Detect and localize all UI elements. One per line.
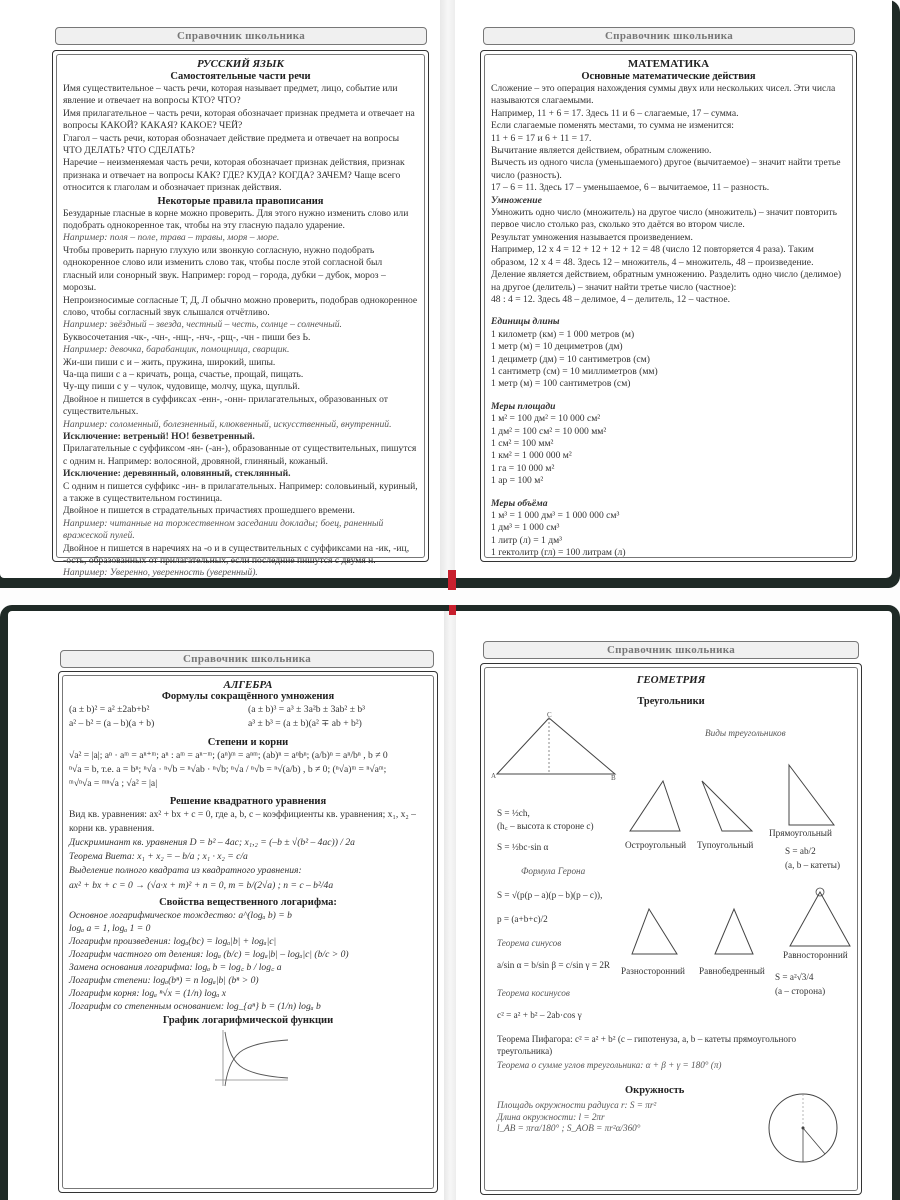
text-line: ax² + bx + c = 0 → (√a·x + m)² + n = 0, m = b/(2√a) ; n = c – b²/4a — [69, 879, 334, 891]
page-header: Справочник школьника — [483, 27, 855, 45]
text-line: 1 метр (м) = 100 сантиметров (см) — [491, 378, 631, 390]
triangles-title: Треугольники — [637, 696, 705, 707]
russian-frame — [52, 50, 429, 579]
svg-text:C: C — [547, 711, 552, 719]
text-line: 1 ар = 100 м² — [491, 475, 544, 487]
text-line: Например: поля – поле, трава – травы, моря – море. — [63, 232, 280, 244]
text-line: Теорема Виета: x₁ + x₂ = – b/a ; x₁ · x₂ = c/a — [69, 851, 248, 863]
volume-list — [491, 510, 846, 560]
log-title: Свойства вещественного логарифма: — [159, 896, 337, 908]
text-line: 1 м³ = 1 000 дм³ = 1 000 000 см³ — [491, 510, 620, 521]
text-line: Вычесть из одного числа (уменьшаемого) другое (вычитаемое) – значит найти третье число (разность). — [491, 157, 841, 181]
kind-equilateral: Равносторонний — [783, 950, 848, 960]
formula: a² – b² = (a – b)(a + b) — [69, 718, 155, 729]
text-line: С одним н пишется суффикс -ин- в прилагательных. Например: соловьиный, куриный, а также в существительном гостиница. — [63, 480, 418, 504]
text-line: Логарифм корня: logₐ ⁿ√x = (1/n) logₐ x — [69, 987, 226, 999]
formulas-list — [69, 703, 427, 731]
text-line: Буквосочетания -чк-, -чн-, -нщ-, -нч-, -рщ-, -чн - пиши без Ь. — [63, 331, 311, 343]
page-geometry — [456, 611, 892, 1200]
text-line: √a² = |a|; aⁿ · aᵐ = aⁿ⁺ᵐ; aⁿ : aᵐ = aⁿ⁻ᵐ; (aⁿ)ᵐ = aⁿᵐ; (ab)ⁿ = aⁿbⁿ; (a/b)ⁿ = aⁿ/bⁿ , b ≠ 0 — [69, 750, 388, 761]
russian-subtitle-parts: Самостоятельные части речи — [170, 71, 311, 82]
text-line: Деление является действием, обратным умножению. Разделить одно число (делимое) на другое (делитель) – значит найти третье число (частное): — [491, 269, 842, 293]
text-line: ⁿ√a = b, т.е. a = bⁿ; ⁿ√a · ⁿ√b = ⁿ√ab · ⁿ√b; ⁿ√a / ⁿ√b = ⁿ√(a/b) , b ≠ 0; (ⁿ√a)ᵐ = ⁿ√aᵐ; — [69, 764, 387, 776]
russian-subtitle-rules: Некоторые правила правописания — [157, 195, 324, 207]
page-header: Справочник школьника — [55, 27, 427, 45]
text-line: logₐ a = 1, logₐ 1 = 0 — [69, 922, 151, 934]
text-line: 17 – 6 = 11. Здесь 17 – уменьшаемое, 6 – вычитаемое, 11 – разность. — [491, 182, 770, 194]
text-line: Двойное н пишется в страдательных причастиях прошедшего времени. — [63, 505, 355, 517]
text-line: Площадь окружности радиуса r: S = πr² — [497, 1100, 657, 1110]
text-line: l_AB = πrα/180° ; S_AOB = πr²α/360° — [497, 1123, 641, 1134]
page-math — [455, 0, 892, 578]
pythagoras: Теорема Пифагора: c² = a² + b² (c – гипотенуза, a, b – катеты прямоугольного треугольника) — [497, 1034, 797, 1056]
formula: a³ ± b³ = (a ± b)(a² ∓ ab + b²) — [248, 718, 362, 729]
text-line: Дискриминант кв. уравнения D = b² – 4ac; x₁,₂ = (–b ± √(b² – 4ac)) / 2a — [69, 837, 355, 849]
math-content — [484, 54, 853, 558]
kinds-title: Виды треугольников — [705, 728, 786, 738]
math-title: МАТЕМАТИКА — [627, 58, 710, 70]
text-line: Вид кв. уравнения: ax² + bx + c = 0, где a, b, c – коэффициенты кв. уравнения; x₁, x₂ – корни кв. уравнения. — [69, 808, 416, 834]
text-line: 1 километр (км) = 1 000 метров (м) — [491, 328, 635, 340]
text-line: Например, 11 + 6 = 17. Здесь 11 и 6 – слагаемые, 17 – сумма. — [491, 107, 739, 119]
length-title: Единицы длины — [491, 316, 560, 328]
equi-note: (a – сторона) — [775, 986, 826, 996]
text-line: Умножить одно число (множитель) на другое число (множитель) – значит повторить первое число столько раз, сколько это даётся во втором числе. — [491, 207, 837, 231]
text-line: 1 литр (л) = 1 дм³ — [491, 534, 563, 546]
text-line: Чу-щу пиши с у – чулок, чудовище, молчу, щука, щупльй. — [63, 381, 300, 393]
text-line: Умножение — [491, 194, 542, 206]
formulas-title: Формулы сокращённого умножения — [161, 691, 335, 702]
formula-row — [69, 703, 427, 717]
text-line: Глагол – часть речи, которая обозначает действие предмета и отвечает на вопросы ЧТО ДЕЛАТЬ? ЧТО СДЕЛАТЬ? — [63, 132, 400, 157]
text-line: Наречие – неизменяемая часть речи, которая обозначает признак действия, признак признака и отвечает на вопросы КАК? ГДЕ? КУДА? КОГДА? ЗАЧЕМ? Чаще всего относится к глаголам и обозначает признак действия. — [63, 157, 405, 194]
page-header: Справочник школьника — [60, 650, 434, 668]
text-line: Прилагательные с суффиксом -ян- (-ан-), образованные от существительных, пишутся с одним н. Например: волосяной, дровяной, глиняный, кожаный. — [63, 443, 417, 467]
kind-right: Прямоугольный — [769, 828, 832, 838]
semi-perimeter: p = (a+b+c)/2 — [497, 914, 548, 924]
kind-scalene: Разносторонний — [621, 966, 685, 976]
area-note-1: (h꜀ – высота к стороне c) — [497, 821, 594, 831]
log-list — [69, 909, 427, 1013]
text-line: Исключение: ветреный! НО! безветренный. — [63, 430, 255, 442]
scalene-triangle-icon — [627, 904, 682, 959]
isosceles-triangle-icon — [707, 904, 762, 959]
svg-text:B: B — [611, 774, 616, 782]
cosines-title: Теорема косинусов — [497, 988, 570, 998]
text-line: 1 м² = 100 дм² = 10 000 см² — [491, 413, 601, 425]
geometry-frame — [480, 663, 862, 1195]
heron-formula: S = √(p(p – a)(p – b)(p – c)), — [497, 890, 603, 900]
text-line: 1 гектолитр (гл) = 100 литрам (л) — [491, 547, 626, 559]
math-frame — [480, 50, 857, 562]
equi-area: S = a²√3/4 — [775, 972, 814, 982]
quad-title: Решение квадратного уравнения — [169, 795, 327, 807]
triangle-figure — [491, 712, 621, 782]
text-line: 48 : 4 = 12. Здесь 48 – делимое, 4 – делитель, 12 – частное. — [491, 293, 731, 305]
math-subtitle: Основные математические действия — [581, 71, 756, 82]
bookmark-ribbon — [449, 605, 456, 615]
kind-isosceles: Равнобедренный — [699, 966, 765, 976]
russian-parts-list — [63, 83, 418, 195]
text-line: Логарифм со степенным основанием: log_{aⁿ} b = (1/n) logₐ b — [69, 1000, 321, 1012]
text-line: 1 см² = 100 мм² — [491, 437, 554, 449]
russian-content — [56, 54, 425, 579]
cosines-formula: c² = a² + b² – 2ab·cos γ — [497, 1010, 582, 1020]
area-title: Меры площади — [491, 400, 556, 412]
quad-list — [69, 808, 427, 893]
graph-title: График логарифмической функции — [162, 1014, 334, 1026]
area-list — [491, 413, 846, 487]
text-line: Например: читанные на торжественном заседании доклады; боец, раненный вражеской пулей. — [63, 517, 384, 542]
text-line: 1 дециметр (дм) = 10 сантиметров (см) — [491, 353, 650, 365]
area-formula-1: S = ½ch, — [497, 808, 530, 818]
text-line: Жи-ши пиши с и – жить, пружина, широкий, шипы. — [63, 356, 276, 368]
text-line: 11 + 6 = 17 и 6 + 11 = 17. — [491, 132, 592, 144]
text-line: 1 метр (м) = 10 дециметров (дм) — [491, 341, 623, 353]
russian-rules-list — [63, 208, 418, 580]
algebra-title: АЛГЕБРА — [223, 679, 273, 691]
text-line: Чтобы проверить парную глухую или звонкую согласную, нужно подобрать однокоренное слово или изменить слово так, чтобы после этой согласной был гласный или сонорный звук. Например: город – города, дубки – дубок, мороз – морозы. — [63, 244, 386, 294]
area-formula-2: S = ½bc·sin α — [497, 842, 549, 852]
right-triangle-icon — [779, 760, 839, 830]
text-line: 1 сантиметр (см) = 10 миллиметров (мм) — [491, 365, 658, 377]
page-algebra — [8, 611, 448, 1200]
text-line: Например: звёздный – звезда, честный – честь, солнце – солнечный. — [63, 319, 342, 331]
formula: (a ± b)³ = a³ ± 3a²b ± 3ab² ± b³ — [248, 704, 366, 715]
text-line: Например: Уверенно, уверенность (уверенный). — [63, 567, 258, 579]
text-line: ᵐ√ⁿ√a = ᵐⁿ√a ; √a² = |a| — [69, 778, 158, 790]
text-line: Непроизносимые согласные Т, Д, Л обычно можно проверить, подобрав однокоренное слово, чтобы согласный звук слышался отчётливо. — [63, 294, 418, 318]
text-line: Логарифм частного от деления: logₐ (b/c) = logₐ|b| – logₐ|c| (b/c > 0) — [69, 948, 349, 960]
text-line: 1 дм² = 100 см² = 10 000 мм² — [491, 425, 607, 437]
text-line: Длина окружности: l = 2πr — [497, 1111, 605, 1122]
text-line: Например: соломенный, болезненный, клюквенный, искусственный, внутренний. — [63, 418, 392, 430]
sines-title: Теорема синусов — [497, 938, 562, 948]
math-lines — [491, 83, 846, 306]
algebra-frame — [58, 671, 438, 1193]
text-line: Выделение полного квадрата из квадратного уравнения: — [69, 865, 302, 877]
text-line: Сложение – это операция нахождения суммы двух или нескольких чисел. Эти числа называются слагаемыми. — [491, 83, 836, 107]
volume-title: Меры объёма — [491, 497, 548, 509]
obtuse-triangle-icon — [697, 776, 757, 836]
heron-title: Формула Герона — [521, 866, 586, 876]
text-line: Ча-ща пиши с а – кричать, роща, счастье, прощай, пищать. — [63, 368, 304, 380]
text-line: Если слагаемые поменять местами, то сумма не изменится: — [491, 120, 734, 132]
text-line: 1 га = 10 000 м² — [491, 462, 555, 474]
page-header: Справочник школьника — [483, 641, 859, 659]
right-note: (a, b – катеты) — [785, 860, 841, 870]
top-book-spread — [0, 0, 900, 595]
bookmark-ribbon — [448, 570, 456, 590]
text-line: Имя существительное – часть речи, которая называет предмет, лицо, событие или явление и отвечает на вопросы КТО? ЧТО? — [63, 83, 398, 107]
page-russian — [0, 0, 445, 578]
text-line: 1 км² = 1 000 000 м² — [491, 450, 572, 462]
text-line: Безударные гласные в корне можно проверить. Для этого нужно изменить слово или подобрать однокоренное так, чтобы на эту гласную падало ударение. — [63, 207, 409, 232]
svg-text:A: A — [491, 772, 497, 780]
circle-title: Окружность — [625, 1085, 685, 1096]
text-line: Имя прилагательное – часть речи, которая обозначает признак предмета и отвечает на вопросы КАКОЙ? КАКАЯ? КАКОЕ? ЧЕЙ? — [63, 107, 415, 132]
text-line: Результат умножения называется произведением. — [491, 231, 693, 243]
bottom-book-spread — [0, 605, 900, 1200]
formula: (a ± b)² = a² ±2ab+b² — [69, 704, 150, 715]
circle-figure — [763, 1088, 843, 1168]
formula-row — [69, 717, 427, 731]
circle-formulas — [497, 1100, 757, 1135]
acute-triangle-icon — [625, 776, 685, 836]
text-line: Например, 12 х 4 = 12 + 12 + 12 + 12 = 48 (число 12 повторяется 4 раза). Таким образом, 12 х 4 = 48. Здесь 12 – множитель, 4 – множитель, 48 – произведение. — [491, 244, 814, 268]
length-list — [491, 329, 846, 391]
text-line: Например: девочка, барабанщик, помощница, сварщик. — [63, 344, 290, 356]
roots-list — [69, 749, 427, 792]
right-area: S = ab/2 — [785, 846, 816, 856]
text-line: 1 дм³ = 1 000 см³ — [491, 522, 560, 534]
text-line: Логарифм произведения: logₐ(bc) = logₐ|b| + logₐ|c| — [69, 935, 277, 947]
text-line: Двойное н пишется в суффиксах -енн-, -онн- прилагательных, образованных от существительных. — [63, 393, 388, 418]
roots-title: Степени и корни — [207, 737, 289, 748]
text-line: Вычитание является действием, обратным сложению. — [491, 145, 712, 157]
text-line: Логарифм степени: logₐ(bⁿ) = n logₐ|b| (bⁿ > 0) — [69, 974, 259, 986]
text-line: Основное логарифмическое тождество: a^(logₐ b) = b — [69, 909, 292, 921]
text-line: Исключение: деревянный, оловянный, стеклянный. — [63, 468, 291, 480]
equilateral-triangle-icon — [785, 884, 855, 954]
sines-formula: a/sin α = b/sin β = c/sin γ = 2R — [497, 960, 611, 970]
angle-sum: Теорема о сумме углов треугольника: α + β + γ = 180° (π) — [497, 1060, 722, 1070]
kind-acute: Остроугольный — [625, 840, 687, 850]
algebra-content — [62, 675, 434, 1189]
text-line: Замена основания логарифма: logₐ b = log꜀ b / log꜀ a — [69, 961, 282, 973]
kind-obtuse: Тупоугольный — [697, 840, 754, 850]
geometry-title: ГЕОМЕТРИЯ — [636, 674, 706, 686]
log-graph — [203, 1028, 293, 1088]
geometry-content — [484, 667, 858, 1191]
russian-title: РУССКИЙ ЯЗЫК — [197, 58, 284, 70]
text-line: Двойное н пишется в наречиях на -о и в существительных с суффиксами на -ик, -иц, -ость, образованных от прилагательных, если последние пишутся с двумя н. — [63, 542, 410, 567]
